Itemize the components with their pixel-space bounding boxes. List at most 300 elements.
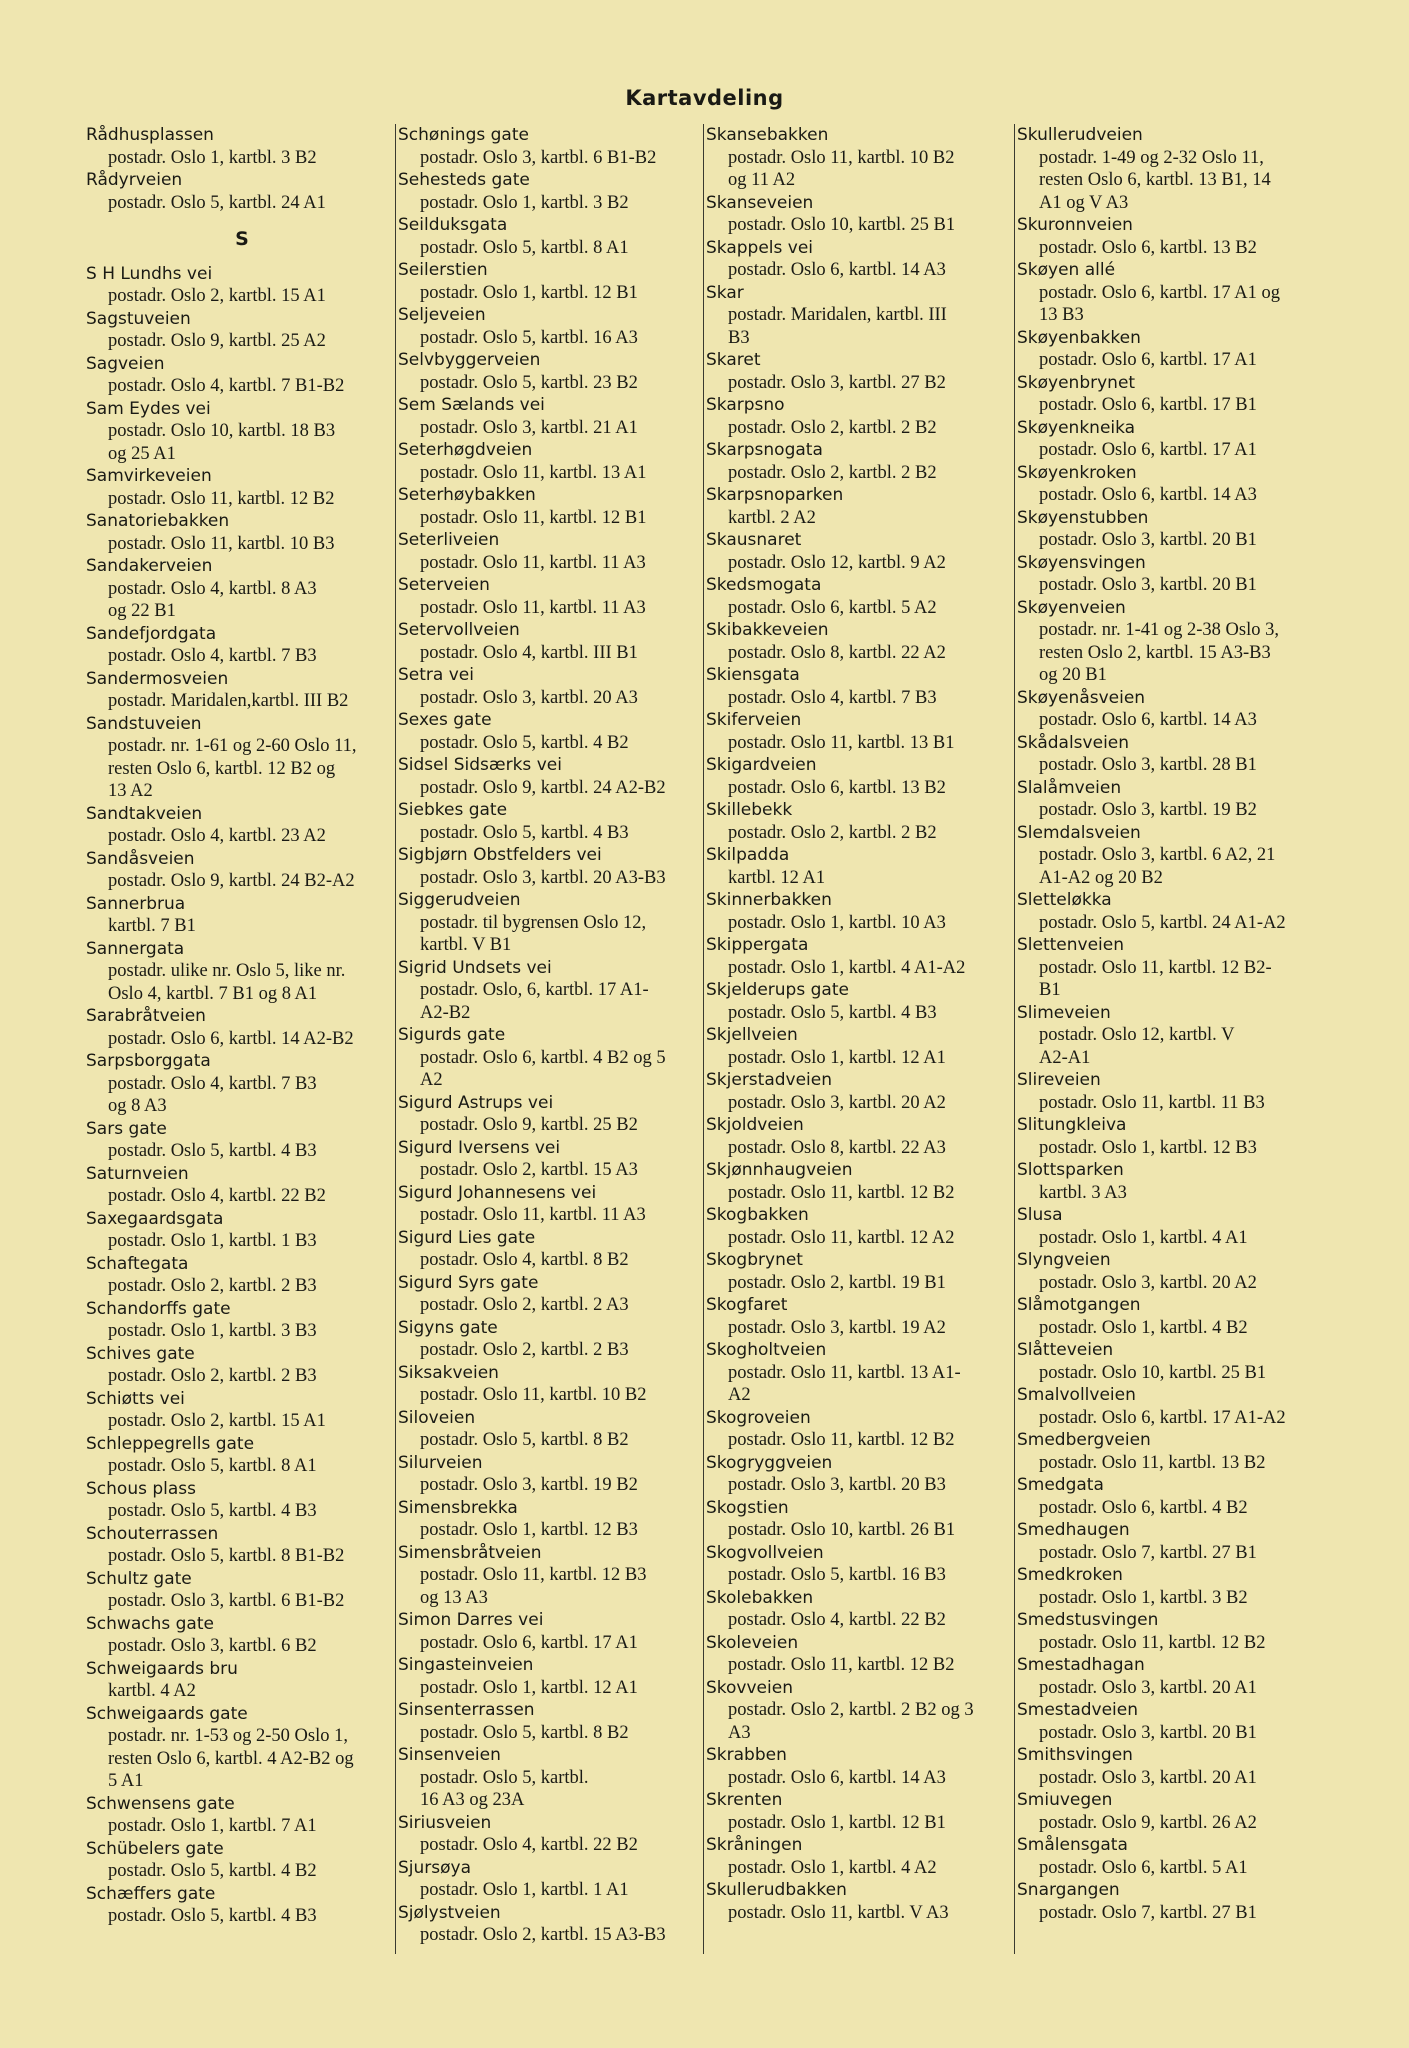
street-address xyxy=(706,462,1018,485)
address-line: postadr. Oslo 7, kartbl. 27 B1 xyxy=(1039,1542,1257,1563)
address-line: postadr. Oslo 3, kartbl. 20 B3 xyxy=(728,1475,946,1495)
street-address xyxy=(1017,237,1329,260)
street-address xyxy=(86,645,398,668)
address-line: postadr. Oslo 1, kartbl. 10 A3 xyxy=(728,912,946,933)
street-name: Sletteløkka xyxy=(1017,890,1112,910)
street-entry xyxy=(706,1879,1018,1924)
street-address xyxy=(1017,1362,1329,1385)
address-line: postadr. nr. 1-61 og 2-60 Oslo 11, xyxy=(108,736,357,756)
address-line: postadr. Oslo 11, kartbl. 13 A1- xyxy=(728,1362,961,1383)
address-line: postadr. Oslo 10, kartbl. 25 B1 xyxy=(728,215,956,235)
street-address xyxy=(1017,1767,1329,1790)
street-entry xyxy=(86,668,398,713)
street-entry xyxy=(706,1294,1018,1339)
address-line: postadr. Oslo 3, kartbl. 19 A2 xyxy=(728,1317,946,1338)
street-entry xyxy=(706,1249,1018,1294)
street-name: Slettenveien xyxy=(1017,935,1125,955)
street-entry xyxy=(398,484,710,529)
street-address xyxy=(706,597,1018,620)
address-line: postadr. Oslo 2, kartbl. 15 A3 xyxy=(420,1160,638,1180)
street-entry xyxy=(86,1568,398,1613)
street-name: Simensbråtveien xyxy=(398,1542,542,1563)
street-address xyxy=(398,147,710,170)
address-line: postadr. Oslo 4, kartbl. III B1 xyxy=(420,642,638,663)
street-entry xyxy=(86,1253,398,1298)
street-name: Seterliveien xyxy=(398,530,500,550)
street-name: Sinsenveien xyxy=(398,1745,501,1765)
address-line: postadr. Oslo 1, kartbl. 12 B3 xyxy=(1039,1137,1257,1158)
address-line: postadr. Oslo 3, kartbl. 20 B1 xyxy=(1039,1722,1257,1743)
street-address xyxy=(398,507,710,530)
street-address xyxy=(86,420,398,465)
address-line: postadr. Oslo 4, kartbl. 7 B1-B2 xyxy=(108,376,345,396)
street-address xyxy=(398,1384,710,1407)
street-entry xyxy=(398,1609,710,1654)
address-line: Oslo 4, kartbl. 7 B1 og 8 A1 xyxy=(108,983,318,1004)
street-address xyxy=(706,912,1018,935)
street-name: Slitungkleiva xyxy=(1017,1115,1127,1135)
street-entry xyxy=(1017,259,1329,327)
street-entry xyxy=(1017,1789,1329,1834)
street-name: Skibakkeveien xyxy=(706,620,829,640)
address-line: postadr. Oslo 11, kartbl. V A3 xyxy=(728,1902,949,1923)
street-name: Skarpsnogata xyxy=(706,440,823,460)
street-address xyxy=(398,1519,710,1542)
street-name: Sigrid Undsets vei xyxy=(398,957,552,978)
street-name: Siriusveien xyxy=(398,1812,492,1833)
street-entry xyxy=(398,1092,710,1137)
street-address xyxy=(398,1339,710,1362)
street-name: Skøyenstubben xyxy=(1017,507,1149,528)
street-entry xyxy=(1017,1564,1329,1609)
address-line: postadr. Oslo 11, kartbl. 12 B2 xyxy=(728,1655,955,1675)
street-name: Seterhøybakken xyxy=(398,485,536,505)
address-line: postadr. til bygrensen Oslo 12, xyxy=(420,912,647,933)
street-entry xyxy=(86,465,398,510)
street-entry xyxy=(398,1317,710,1362)
street-name: Skausnaret xyxy=(706,530,802,550)
street-address xyxy=(86,690,398,713)
street-name: Saturnveien xyxy=(86,1163,189,1184)
address-line: postadr. Oslo 9, kartbl. 25 A2 xyxy=(108,331,326,351)
street-name: Skråningen xyxy=(706,1835,803,1855)
address-line: kartbl. 7 B1 xyxy=(108,916,196,936)
street-address xyxy=(706,777,1018,800)
street-address xyxy=(706,1857,1018,1880)
street-address xyxy=(398,597,710,620)
street-entry xyxy=(1017,214,1329,259)
street-entry xyxy=(1017,1069,1329,1114)
address-line: postadr. Oslo 4, kartbl. 8 A3 xyxy=(108,578,317,599)
street-name: Siksakveien xyxy=(398,1362,499,1383)
address-line: og 20 B1 xyxy=(1039,665,1107,685)
street-address xyxy=(1017,1317,1329,1340)
address-line: postadr. Oslo 5, kartbl. 4 B3 xyxy=(728,1002,937,1023)
street-name: Schwachs gate xyxy=(86,1613,214,1634)
street-entry xyxy=(398,259,710,304)
street-address xyxy=(706,1047,1018,1070)
address-line: postadr. Oslo 5, kartbl. xyxy=(420,1767,589,1788)
street-entry xyxy=(1017,552,1329,597)
address-line: postadr. Oslo 4, kartbl. 22 B2 xyxy=(728,1610,946,1630)
street-entry xyxy=(706,1024,1018,1069)
address-line: postadr. Oslo 11, kartbl. 12 B2 xyxy=(728,1182,955,1203)
street-entry xyxy=(86,1118,398,1163)
street-entry xyxy=(706,1114,1018,1159)
street-name: Setervollveien xyxy=(398,620,520,640)
street-entry xyxy=(398,1227,710,1272)
street-address xyxy=(1017,1497,1329,1520)
street-name: Skaret xyxy=(706,350,761,370)
address-line: postadr. Oslo 11, kartbl. 10 B3 xyxy=(108,533,335,554)
address-line: postadr. Oslo 6, kartbl. 5 A2 xyxy=(728,597,937,618)
street-name: Skøyenbrynet xyxy=(1017,372,1136,393)
street-entry xyxy=(398,169,710,214)
street-address xyxy=(706,1362,1018,1407)
street-address xyxy=(1017,1812,1329,1835)
address-line: postadr. Oslo 5, kartbl. 4 B2 xyxy=(108,1861,317,1881)
street-address xyxy=(398,1429,710,1452)
street-address xyxy=(706,867,1018,890)
address-line: postadr. Oslo 5, kartbl. 4 B3 xyxy=(108,1141,317,1161)
street-entry xyxy=(1017,889,1329,934)
address-line: postadr. Oslo 2, kartbl. 2 B2 xyxy=(728,417,937,438)
street-address xyxy=(1017,1024,1329,1069)
street-address xyxy=(706,1002,1018,1025)
street-address xyxy=(706,687,1018,710)
address-line: postadr. Oslo, 6, kartbl. 17 A1- xyxy=(420,980,649,1000)
street-name: Sigurds gate xyxy=(398,1025,506,1045)
street-entry xyxy=(706,529,1018,574)
street-entry xyxy=(398,1699,710,1744)
street-name: Seljeveien xyxy=(398,305,486,325)
address-line: postadr. Maridalen, kartbl. III xyxy=(728,305,947,325)
street-name: Skinnerbakken xyxy=(706,890,832,910)
street-address xyxy=(1017,844,1329,889)
address-line: postadr. Oslo 9, kartbl. 25 B2 xyxy=(420,1115,638,1135)
street-entry xyxy=(706,979,1018,1024)
address-line: postadr. Oslo 10, kartbl. 26 B1 xyxy=(728,1520,956,1540)
street-address xyxy=(86,488,398,511)
street-entry xyxy=(706,1069,1018,1114)
address-line: postadr. Oslo 3, kartbl. 20 A3-B3 xyxy=(420,867,666,888)
address-line: postadr. nr. 1-53 og 2-50 Oslo 1, xyxy=(108,1726,348,1746)
street-entry xyxy=(86,124,398,169)
address-line: postadr. Oslo 3, kartbl. 20 A3 xyxy=(420,687,638,708)
street-address xyxy=(1017,1677,1329,1700)
address-line: postadr. Oslo 6, kartbl. 14 A2-B2 xyxy=(108,1028,354,1049)
street-entry xyxy=(86,1793,398,1838)
street-entry xyxy=(1017,462,1329,507)
address-line: postadr. Oslo 1, kartbl. 4 A2 xyxy=(728,1857,937,1878)
street-entry xyxy=(86,713,398,803)
address-line: postadr. Oslo 11, kartbl. 13 A1 xyxy=(420,462,647,483)
street-address xyxy=(398,462,710,485)
address-line: postadr. Oslo 1, kartbl. 12 B1 xyxy=(420,282,638,303)
street-entry xyxy=(706,844,1018,889)
street-name: S H Lundhs vei xyxy=(86,263,213,284)
street-address xyxy=(398,822,710,845)
street-entry xyxy=(398,1542,710,1610)
street-name: Skippergata xyxy=(706,935,809,955)
street-name: Skrenten xyxy=(706,1790,783,1810)
street-address xyxy=(1017,957,1329,1002)
street-name: Seterhøgdveien xyxy=(398,440,533,460)
address-line: postadr. Oslo 8, kartbl. 22 A3 xyxy=(728,1137,946,1158)
street-entry xyxy=(706,1204,1018,1249)
address-line: kartbl. 12 A1 xyxy=(728,867,826,888)
address-line: postadr. Oslo 1, kartbl. 12 B3 xyxy=(420,1520,638,1540)
street-address xyxy=(86,735,398,803)
street-address xyxy=(398,1632,710,1655)
street-entry xyxy=(398,754,710,799)
street-address xyxy=(398,282,710,305)
street-address xyxy=(398,1767,710,1812)
street-entry xyxy=(706,124,1018,192)
street-address xyxy=(1017,1272,1329,1295)
street-name: Skedsmogata xyxy=(706,575,822,595)
address-line: postadr. Oslo 3, kartbl. 6 A2, 21 xyxy=(1039,845,1276,865)
address-line: A2-B2 xyxy=(420,1002,471,1023)
street-name: Snargangen xyxy=(1017,1880,1120,1900)
street-address xyxy=(86,915,398,938)
street-address xyxy=(398,1047,710,1092)
address-line: postadr. Oslo 1, kartbl. 7 A1 xyxy=(108,1816,317,1836)
street-name: Sandstuveien xyxy=(86,713,202,734)
street-entry xyxy=(706,709,1018,754)
address-line: A1 og V A3 xyxy=(1039,192,1129,213)
street-entry xyxy=(86,1883,398,1928)
address-line: kartbl. 2 A2 xyxy=(728,507,816,528)
street-name: Skogbrynet xyxy=(706,1250,803,1270)
address-line: 13 A2 xyxy=(108,781,153,801)
street-entry xyxy=(706,484,1018,529)
street-address xyxy=(706,304,1018,349)
street-name: Siebkes gate xyxy=(398,800,508,820)
address-line: postadr. Oslo 3, kartbl. 20 A1 xyxy=(1039,1677,1257,1698)
street-name: Seterveien xyxy=(398,575,490,595)
address-line: postadr. Oslo 2, kartbl. 2 B2 xyxy=(728,462,937,483)
street-name: Rådhusplassen xyxy=(86,125,214,145)
street-entry xyxy=(1017,124,1329,214)
street-name: Smithsvingen xyxy=(1017,1745,1133,1765)
street-entry xyxy=(86,353,398,398)
street-address xyxy=(86,825,398,848)
street-name: Skar xyxy=(706,282,744,303)
street-name: Smedbergveien xyxy=(1017,1430,1151,1450)
street-entry xyxy=(86,1163,398,1208)
address-line: postadr. Oslo 11, kartbl. 11 A3 xyxy=(420,597,646,618)
street-name: Schouterrassen xyxy=(86,1523,219,1544)
address-line: postadr. Maridalen,kartbl. III B2 xyxy=(108,691,349,711)
street-address xyxy=(706,552,1018,575)
address-line: B3 xyxy=(728,327,750,348)
street-entry xyxy=(1017,1879,1329,1924)
street-name: Skådalsveien xyxy=(1017,732,1130,753)
street-entry xyxy=(1017,372,1329,417)
street-entry xyxy=(1017,1384,1329,1429)
street-name: Sidsel Sidsærks vei xyxy=(398,755,562,775)
street-name: Skullerudveien xyxy=(1017,125,1143,145)
street-entry xyxy=(1017,597,1329,687)
address-line: postadr. Oslo 1, kartbl. 12 B1 xyxy=(728,1812,946,1833)
street-address xyxy=(398,192,710,215)
address-line: postadr. Oslo 6, kartbl. 17 A1 og xyxy=(1039,282,1281,303)
address-line: postadr. Oslo 2, kartbl. 2 B2 xyxy=(728,822,937,843)
street-name: Skjerstadveien xyxy=(706,1070,833,1090)
address-line: postadr. Oslo 6, kartbl. 17 A1 xyxy=(1039,350,1257,370)
street-name: Schives gate xyxy=(86,1343,195,1364)
street-name: Siggerudveien xyxy=(398,890,521,910)
address-line: postadr. Oslo 9, kartbl. 24 A2-B2 xyxy=(420,777,666,798)
street-address xyxy=(86,1455,398,1478)
address-line: A2-A1 xyxy=(1039,1047,1091,1068)
street-name: Skogholtveien xyxy=(706,1340,827,1360)
street-address xyxy=(86,330,398,353)
street-name: Skoleveien xyxy=(706,1632,799,1653)
street-name: Schandorffs gate xyxy=(86,1298,231,1319)
street-name: Sandtakveien xyxy=(86,803,203,824)
street-address xyxy=(1017,349,1329,372)
address-line: postadr. Oslo 5, kartbl. 24 A1-A2 xyxy=(1039,912,1286,933)
address-line: postadr. Oslo 2, kartbl. 15 A1 xyxy=(108,1411,326,1431)
street-address xyxy=(1017,1722,1329,1745)
street-address xyxy=(1017,1137,1329,1160)
address-line: postadr. Oslo 2, kartbl. 2 B3 xyxy=(108,1366,317,1386)
address-line: B1 xyxy=(1039,980,1061,1000)
street-name: Skøyenbakken xyxy=(1017,327,1141,348)
street-address xyxy=(706,507,1018,530)
street-address xyxy=(1017,1902,1329,1925)
street-name: Skjelderups gate xyxy=(706,980,849,1000)
street-name: Setra vei xyxy=(398,665,474,685)
street-entry xyxy=(86,1005,398,1050)
street-name: Sehesteds gate xyxy=(398,170,530,190)
street-name: Skansebakken xyxy=(706,125,829,145)
street-entry xyxy=(398,1182,710,1227)
street-entry xyxy=(86,1208,398,1253)
street-name: Sexes gate xyxy=(398,710,492,730)
street-name: Skjønnhaugveien xyxy=(706,1160,853,1180)
street-name: Skarpsno xyxy=(706,395,785,415)
street-address xyxy=(398,979,710,1024)
street-name: Rådyrveien xyxy=(86,170,183,190)
street-entry xyxy=(706,1677,1018,1745)
street-address xyxy=(706,1182,1018,1205)
street-name: Smedhaugen xyxy=(1017,1520,1130,1540)
street-address xyxy=(398,417,710,440)
street-name: Smiuvegen xyxy=(1017,1790,1113,1810)
street-name: Skuronnveien xyxy=(1017,215,1133,235)
street-entry xyxy=(86,1298,398,1343)
street-name: Sagstuveien xyxy=(86,308,191,329)
street-name: Smalvollveien xyxy=(1017,1385,1136,1405)
street-name: Skovveien xyxy=(706,1677,793,1698)
street-name: Schleppegrells gate xyxy=(86,1433,255,1454)
street-entry xyxy=(706,192,1018,237)
address-line: postadr. Oslo 1, kartbl. 1 A1 xyxy=(420,1880,629,1900)
street-name: Schweigaards gate xyxy=(86,1703,248,1724)
address-line: postadr. Oslo 11, kartbl. 10 B2 xyxy=(420,1385,647,1405)
address-line: postadr. Oslo 5, kartbl. 4 B3 xyxy=(108,1501,317,1521)
street-entry xyxy=(1017,1339,1329,1384)
address-line: postadr. Oslo 1, kartbl. 12 A1 xyxy=(728,1047,946,1068)
street-address xyxy=(1017,1452,1329,1475)
address-line: postadr. Oslo 5, kartbl. 4 B3 xyxy=(420,822,629,843)
street-entry xyxy=(86,510,398,555)
address-line: A2 xyxy=(420,1070,443,1090)
street-entry xyxy=(86,893,398,938)
address-line: postadr. Oslo 5, kartbl. 4 B2 xyxy=(420,732,629,753)
address-line: postadr. Oslo 4, kartbl. 8 B2 xyxy=(420,1250,629,1270)
address-line: postadr. Oslo 10, kartbl. 18 B3 xyxy=(108,421,336,441)
street-entry xyxy=(86,1343,398,1388)
street-address xyxy=(706,642,1018,665)
street-entry xyxy=(706,439,1018,484)
address-line: postadr. Oslo 4, kartbl. 7 B3 xyxy=(728,687,937,708)
street-address xyxy=(706,1902,1018,1925)
street-address xyxy=(86,1905,398,1928)
street-name: Skolebakken xyxy=(706,1587,814,1608)
address-line: postadr. Oslo 3, kartbl. 6 B1-B2 xyxy=(420,147,657,168)
street-entry xyxy=(706,1542,1018,1587)
address-line: postadr. Oslo 5, kartbl. 16 A3 xyxy=(420,327,638,348)
street-entry xyxy=(1017,327,1329,372)
address-line: postadr. Oslo 5, kartbl. 8 A1 xyxy=(420,237,629,258)
street-address xyxy=(398,777,710,800)
street-entry xyxy=(86,555,398,623)
address-line: postadr. Oslo 12, kartbl. V xyxy=(1039,1025,1235,1045)
street-address xyxy=(86,1410,398,1433)
address-line: postadr. Oslo 6, kartbl. 14 A3 xyxy=(728,260,946,280)
address-line: resten Oslo 6, kartbl. 4 A2-B2 og xyxy=(108,1748,354,1769)
address-line: postadr. Oslo 1, kartbl. 3 B2 xyxy=(108,147,317,168)
street-name: Sinsenterrassen xyxy=(398,1700,535,1720)
street-name: Smedstusvingen xyxy=(1017,1610,1159,1630)
address-line: postadr. Oslo 11, kartbl. 12 B2 xyxy=(728,1430,955,1450)
street-entry xyxy=(398,1024,710,1092)
address-line: postadr. Oslo 4, kartbl. 22 B2 xyxy=(420,1835,638,1855)
street-address xyxy=(86,1230,398,1253)
street-address xyxy=(706,1092,1018,1115)
address-line: postadr. Oslo 3, kartbl. 21 A1 xyxy=(420,417,638,438)
address-line: postadr. Oslo 5, kartbl. 16 B3 xyxy=(728,1565,946,1585)
street-entry xyxy=(706,394,1018,439)
street-entry xyxy=(1017,1474,1329,1519)
street-address xyxy=(86,1028,398,1051)
street-address xyxy=(398,327,710,350)
street-name: Skrabben xyxy=(706,1745,787,1765)
street-address xyxy=(398,1879,710,1902)
address-line: postadr. Oslo 6, kartbl. 17 A1-A2 xyxy=(1039,1407,1286,1428)
street-name: Skarpsnoparken xyxy=(706,485,844,505)
address-line: postadr. Oslo 5, kartbl. 23 B2 xyxy=(420,372,638,393)
address-line: postadr. Oslo 10, kartbl. 25 B1 xyxy=(1039,1362,1267,1383)
street-entry xyxy=(706,1834,1018,1879)
street-address xyxy=(398,1294,710,1317)
street-name: Schiøtts vei xyxy=(86,1388,185,1409)
street-name: Seilerstien xyxy=(398,260,488,280)
street-address xyxy=(86,1635,398,1658)
street-entry xyxy=(398,1407,710,1452)
street-entry xyxy=(706,574,1018,619)
street-address xyxy=(706,147,1018,192)
address-line: og 13 A3 xyxy=(420,1587,488,1608)
street-name: Samvirkeveien xyxy=(86,466,212,486)
street-address xyxy=(398,1564,710,1609)
address-line: postadr. Oslo 1, kartbl. 4 A1-A2 xyxy=(728,957,966,978)
street-address xyxy=(706,1429,1018,1452)
